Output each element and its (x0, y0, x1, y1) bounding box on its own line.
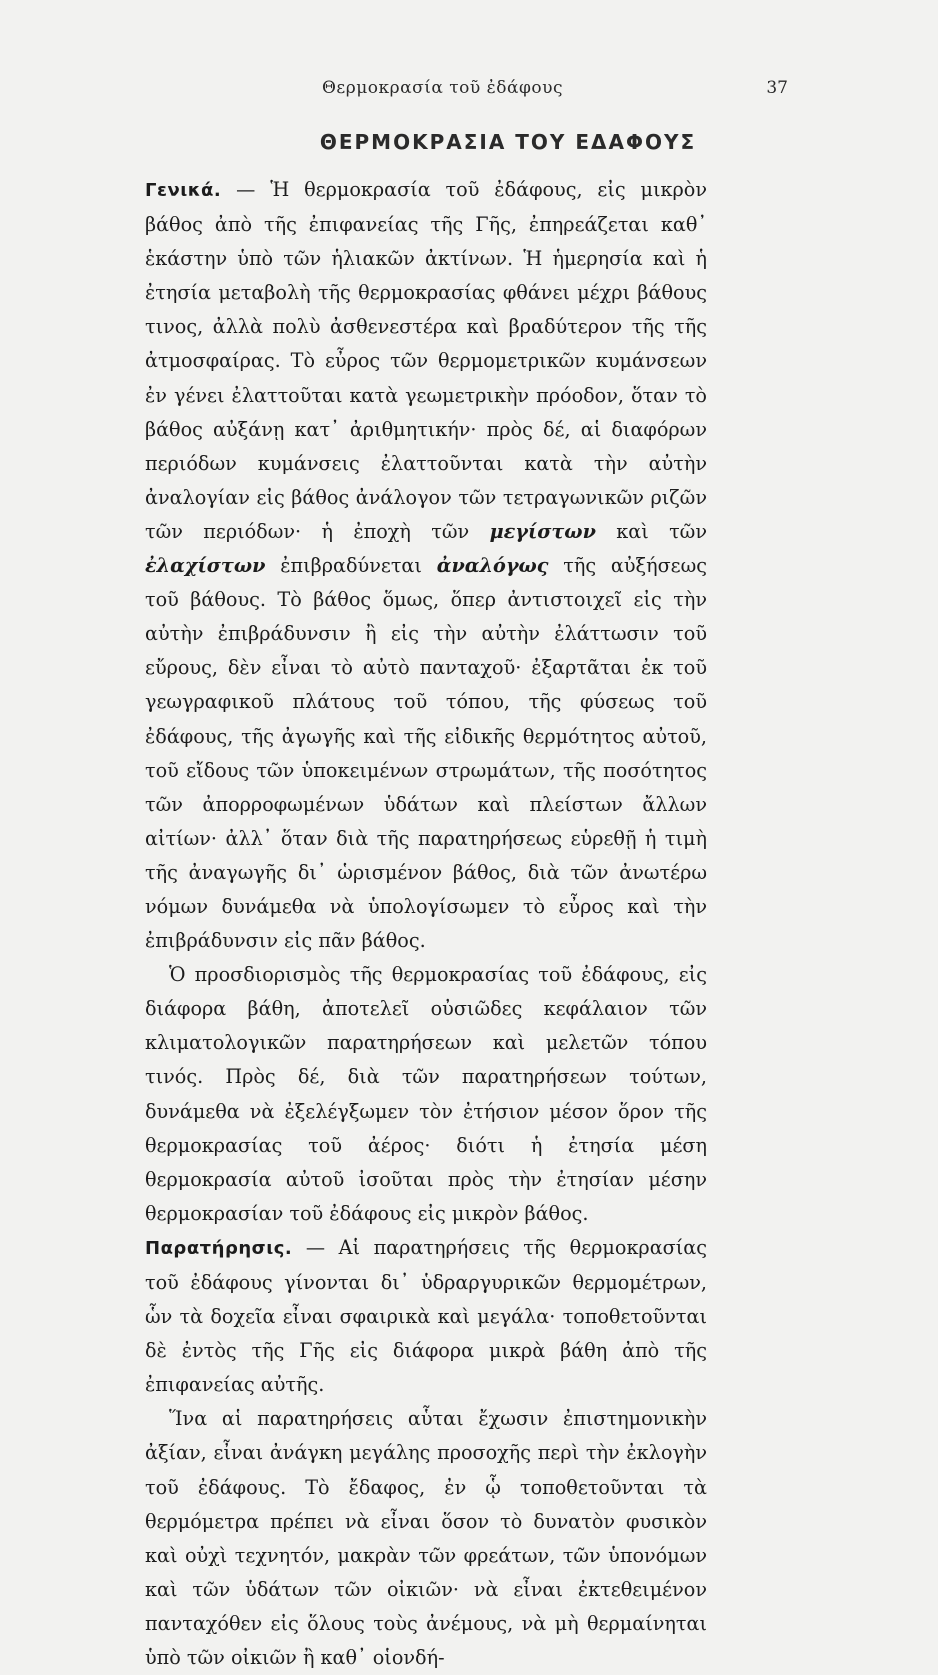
emphasis-minima: ἐλαχίστων (145, 554, 266, 578)
paragraph-text: καὶ τῶν (595, 519, 707, 543)
dash-separator: — (221, 178, 271, 201)
emphasis-proportionally: ἀναλόγως (436, 554, 549, 578)
paragraph-general (145, 173, 707, 958)
dash-separator: — (292, 1235, 339, 1259)
paragraph-soil-selection: Ἵνα αἱ παρατηρήσεις αὗται ἔχωσιν ἐπιστημονικὴν ἀξίαν, εἶναι ἀνάγκη μεγάλης προσοχῆς περὶ τὴν ἐκλογὴν τοῦ ἐδάφους. Τὸ ἔδαφος, ἐν ᾧ τοποθετοῦνται τὰ θερμόμετρα πρέπει νὰ εἶναι ὅσον τὸ δυνατὸν φυσικὸν καὶ οὐχὶ τεχνητόν, μακρὰν τῶν φρεάτων, τῶν ὑπονόμων καὶ τῶν ὑδάτων τῶν οἰκιῶν· νὰ εἶναι ἐκτεθειμένον πανταχόθεν εἰς ὅλους τοὺς ἀνέμους, νὰ μὴ θερμαίνηται ὑπὸ τῶν οἰκιῶν ἢ καθ᾽ οἱονδή- (145, 1407, 707, 1670)
paragraph-text: Αἱ παρατηρήσεις τῆς θερμοκρασίας τοῦ ἐδάφους γίνονται δι᾽ ὑδραργυρικῶν θερμομέτρων, ὧν τὰ δοχεῖα εἶναι σφαιρικὰ καὶ μεγάλα· τοποθετοῦνται δὲ ἐντὸς τῆς Γῆς εἰς διάφορα μικρὰ βάθη ἀπὸ τῆς ἐπιφανείας αὐτῆς. (145, 1235, 707, 1397)
body-text (145, 173, 707, 1675)
page-number: 37 (766, 78, 788, 98)
chapter-title: ΘΕΡΜΟΚΡΑΣΙΑ ΤΟΥ ΕΔΑΦΟΥΣ (319, 130, 697, 154)
emphasis-maxima: μεγίστων (489, 519, 596, 543)
paragraph-text: Ἡ θερμοκρασία τοῦ ἐδάφους, εἰς μικρὸν βάθος ἀπὸ τῆς ἐπιφανείας τῆς Γῆς, ἐπηρεάζεται καθ᾽ ἑκάστην ὑπὸ τῶν ἡλιακῶν ἀκτίνων. Ἡ ἡμερησία καὶ ἡ ἐτησία μεταβολὴ τῆς θερμοκρασίας φθάνει μέχρι βάθους τινος, ἀλλὰ πολὺ ἀσθενεστέρα καὶ βραδύτερον τῆς τῆς ἀτμοσφαίρας. Τὸ εὖρος τῶν θερμομετρικῶν κυμάνσεων ἐν γένει ἐλαττοῦται κατὰ γεωμετρικὴν πρόοδον, ὅταν τὸ βάθος αὐξάνῃ κατ᾽ ἀριθμητικήν· πρὸς δέ, αἱ διαφόρων περιόδων κυμάνσεις ἐλαττοῦνται κατὰ τὴν αὐτὴν ἀναλογίαν εἰς βάθος ἀνάλογον τῶν τετραγωνικῶν ριζῶν τῶν περιόδων· ἡ ἐποχὴ τῶν (145, 178, 707, 543)
paragraph-text: ἐπιβραδύνεται (265, 554, 437, 578)
paragraph-determination: Ὁ προσδιορισμὸς τῆς θερμοκρασίας τοῦ ἐδάφους, εἰς διάφορα βάθη, ἀποτελεῖ οὐσιῶδες κεφάλαιον τῶν κλιματολογικῶν παρατηρήσεων καὶ μελετῶν τόπου τινός. Πρὸς δέ, διὰ τῶν παρατηρήσεων τούτων, δυνάμεθα νὰ ἐξελέγξωμεν τὸν ἐτήσιον μέσον ὅρον τῆς θερμοκρασίας τοῦ ἀέρος· διότι ἡ ἐτησία μέση θερμοκρασία αὐτοῦ ἰσοῦται πρὸς τὴν ἐτησίαν μέσην θερμοκρασίαν τοῦ ἐδάφους εἰς μικρὸν βάθος. (145, 963, 707, 1225)
runin-heading-observation: Παρατήρησις. (145, 1237, 293, 1259)
runin-heading-general: Γενικά. (145, 180, 222, 201)
paragraph-text: τῆς αὐξήσεως τοῦ βάθους. Τὸ βάθος ὅμως, ὅπερ ἀντιστοιχεῖ εἰς τὴν αὐτὴν ἐπιβράδυνσιν ἢ εἰς τὴν αὐτὴν ἐλάττωσιν τοῦ εὔρους, δὲν εἶναι τὸ αὐτὸ πανταχοῦ· ἐξαρτᾶται ἐκ τοῦ γεωγραφικοῦ πλάτους τοῦ τόπου, τῆς φύσεως τοῦ ἐδάφους, τῆς ἀγωγῆς καὶ τῆς εἰδικῆς θερμότητος αὐτοῦ, τοῦ εἴδους τῶν ὑποκειμένων στρωμάτων, τῆς ποσότητος τῶν ἀπορροφωμένων ὑδάτων καὶ πλείστων ἄλλων αἰτίων· ἀλλ᾽ ὅταν διὰ τῆς παρατηρήσεως εὑρεθῇ ἡ τιμὴ τῆς ἀναγωγῆς δι᾽ ὡρισμένον βάθος, διὰ τῶν ἀνωτέρω νόμων δυνάμεθα νὰ ὑπολογίσωμεν τὸ εὖρος καὶ τὴν ἐπιβράδυνσιν εἰς πᾶν βάθος. (145, 554, 708, 953)
running-head (222, 78, 788, 106)
paragraph-observation (145, 1231, 707, 1402)
running-head-title: Θερμοκρασία τοῦ ἐδάφους (322, 78, 563, 98)
